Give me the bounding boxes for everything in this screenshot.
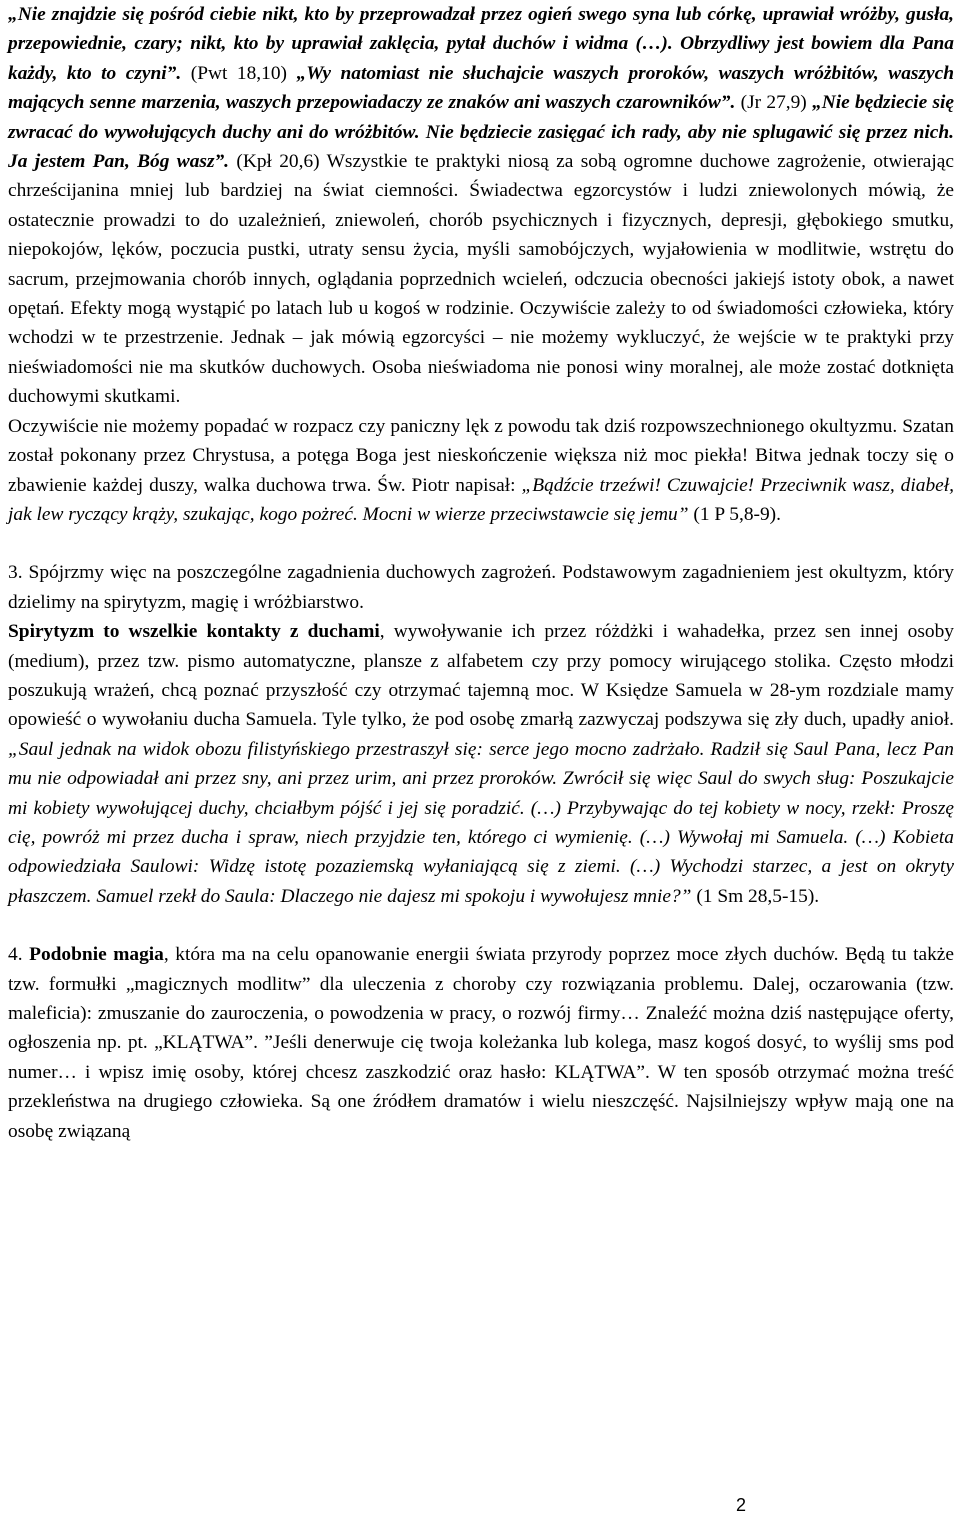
section-4-number: 4. xyxy=(8,944,30,966)
reference-1p: (1 P 5,8-9). xyxy=(688,503,781,525)
magic-text: , która ma na celu opanowanie energii świata przyrody poprzez moce złych duchów. Będą tu także tzw. formułki „magicznych modlitw” dla uleczenia z choroby czy rozwiązania problemu. Dalej, oczarowania (tzw. maleficia): zmuszanie do zauroczenia, o powodzenia w pracy, o rozwój firmy… Znaleźć można dziś następujące oferty, ogłoszenia np. pt. „KLĄTWA”. ”Jeśli denerwuje cię twoja koleżanka lub kolega, masz kogoś dosyć, to wyślij sms pod numer… i wpisz imię osoby, której chcesz zaszkodzić oraz hasło: KLĄTWA”. W ten sposób otrzymać można treść przekleństwa na drugiego człowieka. Są one źródłem dramatów i wielu nieszczęść. Najsilniejszy wpływ mają one na osobę związaną xyxy=(8,944,955,1142)
section-3-text: 3. Spójrzmy więc na poszczególne zagadnienia duchowych zagrożeń. Podstawowym zagadnieniem jest okultyzm, który dzielimy na spirytyzm, magię i wróżbiarstwo. xyxy=(8,562,954,613)
paragraph-dangers-text: Wszystkie te praktyki niosą za sobą ogromne duchowe zagrożenie, otwierając chrześcijanina mniej lub bardziej na świat ciemności. Świadectwa egzorcystów i ludzi zniewolonych mówią, że ostatecznie prowadzi to do uzależnień, zniewoleń, chorób psychicznych i fizycznych, depresji, głębokiego smutku, niepokojów, lęków, poczucia pustki, utraty sensu życia, myśli samobójczych, wyjałowienia w modlitwie, wstrętu do sacrum, przejmowania chorób innych, oglądania poprzednich wcieleń, odczucia obecności jakiejś istoty obok, a nawet opętań. Efekty mogą wystąpić po latach lub u kogoś w rodzinie. Oczywiście zależy to od świadomości człowieka, który wchodzi w te przestrzenie. Jednak – jak mówią egzorcyści – nie możemy wykluczyć, że wejście w te praktyki przy nieświadomości nie ma skutków duchowych. Osoba nieświadoma nie ponosi winy moralnej, ale może zostać dotknięta duchowymi skutkami. xyxy=(8,151,954,408)
quote-1p: „Bądźcie trzeźwi! Czuwajcie! Przeciwnik wasz, diabeł, jak lew ryczący krąży, szukając, kogo pożreć. Mocni w wierze przeciwstawcie się jemu” xyxy=(8,474,954,525)
quote-pwt: „Nie znajdzie się pośród ciebie nikt, kto by przeprowadzał przez ogień swego syna lub córkę, uprawiał wróżby, gusła, przepowiednie, czary; nikt, kto by uprawiał zaklęcia, pytał duchów i widma (…). Obrzydliwy jest bowiem dla Pana każdy, kto to czyni”. xyxy=(8,4,954,84)
paragraph-magic xyxy=(8,940,954,1146)
spiritism-heading: Spirytyzm to wszelkie kontakty z duchami xyxy=(8,621,380,643)
paragraph-spacer xyxy=(8,911,954,940)
quote-1sm: „Saul jednak na widok obozu filistyńskiego przestraszył się: serce jego mocno zadrżało. Radził się Saul Pana, lecz Pan mu nie odpowiadał ani przez sny, ani przez urim, ani przez proroków. Zwrócił się więc Saul do swych sług: Poszukajcie mi kobiety wywołującej duchy, chciałbym pójść i jej się poradzić. (…) Przybywając do tej kobiety w nocy, rzekł: Proszę cię, powróż mi przez ducha i spraw, niech przyjdzie ten, którego ci wymienię. (…) Wywołaj mi Samuela. (…) Kobieta odpowiedziała Saulowi: Widzę istotę pozaziemską wyłaniającą się z ziemi. (…) Wychodzi starzec, a jest on okryty płaszczem. Samuel rzekł do Saula: Dlaczego nie dajesz mi spokoju i wywołujesz mnie?” xyxy=(8,738,954,907)
reference-pwt: (Pwt 18,10) xyxy=(181,62,287,84)
reference-1sm: (1 Sm 28,5-15). xyxy=(691,885,820,907)
magic-heading: Podobnie magia xyxy=(29,944,164,966)
quote-jr: „Wy natomiast nie słuchajcie waszych proroków, waszych wróżbitów, waszych mających senne marzenia, waszych przepowiadaczy ze znaków ani waszych czarowników”. xyxy=(8,62,955,114)
quote-kpl: „Nie będziecie się zwracać do wywołujących duchy ani do wróżbitów. Nie będziecie zasięgać ich rady, aby nie splugawić się przez nich. Ja jestem Pan, Bóg wasz”. xyxy=(8,92,954,173)
reference-kpl: (Kpł 20,6) xyxy=(229,151,320,173)
page-number: 2 xyxy=(736,1495,747,1515)
paragraph-hope-text: Oczywiście nie możemy popadać w rozpacz czy paniczny lęk z powodu tak dziś rozpowszechnionego okultyzmu. Szatan został pokonany przez Chrystusa, a potęga Boga jest nieskończenie większa niż moc piekła! Bitwa jednak toczy się o zbawienie każdej duszy, walka duchowa trwa. Św. Piotr napisał: xyxy=(8,415,954,496)
paragraph-spiritism xyxy=(8,617,954,911)
paragraph-spacer xyxy=(8,529,954,558)
paragraph-section-3 xyxy=(8,558,954,617)
reference-jr: (Jr 27,9) xyxy=(735,92,807,114)
paragraph-scripture-quotes xyxy=(8,0,954,412)
document-page xyxy=(8,0,954,1146)
paragraph-hope xyxy=(8,412,954,530)
spiritism-text: , wywoływanie ich przez różdżki i wahadełka, przez sen innej osoby (medium), przez tzw. pismo automatyczne, plansze z alfabetem czy przy pomocy wirującego stolika. Często młodzi poszukują wrażeń, chcą poznać przyszłość czy otrzymać tajemną moc. W Księdze Samuela w 28-ym rozdziale mamy opowieść o wywołaniu ducha Samuela. Tyle tylko, że pod osobę zmarłą zazwyczaj podszywa się zły duch, upadły anioł. xyxy=(8,621,954,731)
